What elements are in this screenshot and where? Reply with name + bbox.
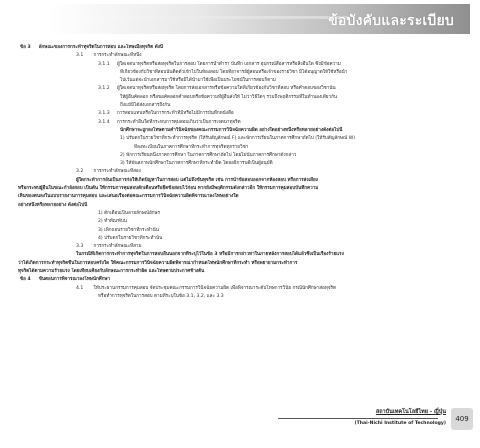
paragraph-line: หรือทำการทุจริตในการสอบ ตามที่ระบุในข้อ 3.1, 3.2, และ 3.3 [98,293,224,299]
section-3-3-heading [18,243,452,251]
clause-4-heading [18,276,452,284]
paragraph-line: ในกรณีที่เกิดการกระทำการทุจริตในการสอบอื่นนอกจากที่ระบุไว้ในข้อ 3 หรือมีการกล่าวหาในภายหลังการสอบได้แล้วซึ่งเป็นเรื่องร้ายแรง [76,252,344,258]
list-item: 3) เพิกถอนรายวิชาที่กระทำนั้น [98,227,159,233]
section-title: การกระทำลักษณะที่สอง [93,169,141,175]
section-4-1 [18,285,452,293]
paragraph-line: ให้ผู้อื่นคัดลอก หรือขอคัดลอกคำตอบหรือข้อความที่ผู้อื่นส่งให้ ไม่ว่าวิธีใดๆ รวมถึงพฤติกรรมที่ในทำนองเดียวกัน [120,94,337,100]
clause-3-number: ข้อ 3 [20,45,31,50]
penalty-item-2: 2) พักการเรียนหนึ่งภาคการศึกษา ในภาคการศึกษาถัดไป โดยไม่นับภาคการศึกษาดังกล่าว [120,152,297,158]
paragraph-line: ให้ประธานกรรมการคุมสอบ จัดประชุมคณะกรรมการวินิจฉัยความผิด เพื่อพิจารณาระดับโทษการวินัย กรณีนักศึกษาส่อทุจริต [93,285,336,291]
clause-4-title: ขั้นตอนการพิจารณาลงโทษนักศึกษา [38,277,111,283]
penalty-item-1-cont: ที่ลงทะเบียนในภาคการศึกษาที่กระทำการทุจริตทุกรายวิชา [134,144,249,150]
clause-3-title: ลักษณะของการกระทำทุจริตในการสอบ และโทษเมื่อทุจริต ดังนี้ [38,45,164,50]
footer-institute-thai: สถาบันเทคโนโลยีไทย - ญี่ปุ่น [375,409,446,415]
section-number: 3.2 [76,169,84,175]
paragraph-line: การสอบแทนหรือในการกระทำที่มีหรือไม่มีการบันทึกหนังสือ [117,111,234,117]
list-item: 4) ปรับตกในรายวิชาที่กระทำนั้น [98,235,163,241]
paragraph-line: ไปเว้นแต่จะนำเอกสารมาใช้หรือมิได้นำมาใช้เพื่อเป็นประโยชน์ในการสอบก็ตาม [120,78,276,84]
list-item: 2) ทำทัณฑ์บน [98,219,127,225]
paragraph-line: ผู้ใดเจตนาทุจริตหรือส่อทุจริต โดยการส่อเอกสารหรือข้อความใดที่เกี่ยวข้องกับวิชาที่สอบ หรือคำตอบของวิชานั้น [117,86,336,92]
clause-3-heading [18,44,452,52]
paragraph-line: ถึงแม้มิได้ส่งเอกสารถึงกัน [120,103,171,109]
item-3-1-2 [18,85,452,93]
section-3-2-heading [18,168,452,176]
page-header-title: ข้อบังคับและระเบียบ [328,13,454,29]
page-number: 409 [455,415,469,423]
document-body [18,44,452,301]
paragraph-line: ว่าได้เกิดการกระทำทุจริตขึ้นในการสอบครั้งใด ให้คณะกรรมการวินิจฉัยความผิดพิจารณากำหนดโทษนักศึกษาที่กระทำ หรือพยายามกระทำการ [18,260,298,266]
paragraph-line: อย่างหนึ่งหรือหลายอย่าง ดังต่อไปนี้ [18,202,88,208]
penalty-item-1: 1) ปรับตกในรายวิชาที่กระทำการทุจริต (ให้รับสัญลักษณ์ F) และพักการเรียนในภาคการศึกษาถัดไป (ให้รับสัญลักษณ์ W) [120,136,356,142]
item-3-1-1 [18,61,452,69]
section-number: 3.1 [76,53,84,59]
item-number: 3.1.2 [98,86,110,92]
section-title: การกระทำลักษณะที่หนึ่ง [93,53,142,59]
page-number-badge [451,408,473,430]
paragraph-line: หรือกระทบผู้อื่นในขณะกำลังสอบ เป็นต้น ให้กรรมการคุมสอบตักเตือนหรือยึดข้อสอบไว้ก่อน หากยังมีพฤติกรรมดังกล่าวอีก ให้กรรมการคุมสอบบันทึกความ [18,186,319,192]
item-number: 3.1.1 [98,61,110,67]
penalty-item-3: 3) ให้พ้นสภาพนักศึกษาในภาคการศึกษาที่กระทำผิด โดยอธิการบดีเป็นผู้อนุมัติ [120,161,273,167]
paragraph-line: การกระทำอื่นใดที่กระทบการคุมสอบเกินว่าเป็นการเจตนาทุจริต [117,119,241,125]
header-band [48,4,470,34]
section-number: 4.1 [76,285,84,291]
paragraph-line: ผู้ใดกระทำการอันเป็นการก่อให้เกิดปัญหาในการสอบ แต่ไม่ถึงขั้นทุจริต เช่น การนำข้อสอบออกจากห้องสอบ หรือการส่งเสียง [76,177,318,183]
item-number: 3.1.4 [98,119,110,125]
penalty-intro: นักศึกษาจะถูกลงโทษตามคำวินิจฉัยของคณะกรรมการวินิจฉัยความผิด อย่างใดอย่างหนึ่งหรือหลายอย่างดังต่อไปนี้ [120,127,343,133]
footer-divider [278,418,438,419]
footer-institute-english: (Thai-Nichi Institute of Technology) [354,421,446,426]
item-number: 3.1.3 [98,111,110,117]
header-ghost-rule [48,16,348,19]
section-title: การกระทำลักษณะที่สาม [93,244,142,250]
list-item: 1) ตักเตือนเป็นลายลักษณ์อักษร [98,210,161,216]
section-3-1-heading [18,52,452,60]
paragraph-line: เห็นของตนลงในแบบรายงานการคุมสอบ และเสนอเรื่องต่อคณะกรรมการวินิจฉัยความผิดพิจารณาลงโทษอย่างใด [18,194,239,200]
clause-4-number: ข้อ 4 [20,277,31,283]
item-3-1-4 [18,119,452,127]
item-3-1-3 [18,110,452,118]
paragraph-line: ที่เกี่ยวข้องกับวิชาที่สอบนั้นติดตัวเข้าไปในห้องสอบ โดยที่อาจารย์ผู้สอนหรือเจ้าของรายวิชา มิได้อนุญาตให้ใช้หรือนำ [120,69,348,75]
section-number: 3.3 [76,244,84,250]
paragraph-line: ทุจริตได้ตามความร้ายแรง โดยเทียบเคียงกับลักษณะการกระทำผิด และโทษตามประกาศข้างต้น [18,269,205,275]
paragraph-line: ผู้ใดเจตนาทุจริตหรือส่อทุจริตในการสอบ โดยการนำตำรา บันทึก เอกสาร อุปกรณ์สื่อสารหรือสิ่งอื่นใด ซึ่งมีข้อความ [117,61,341,67]
